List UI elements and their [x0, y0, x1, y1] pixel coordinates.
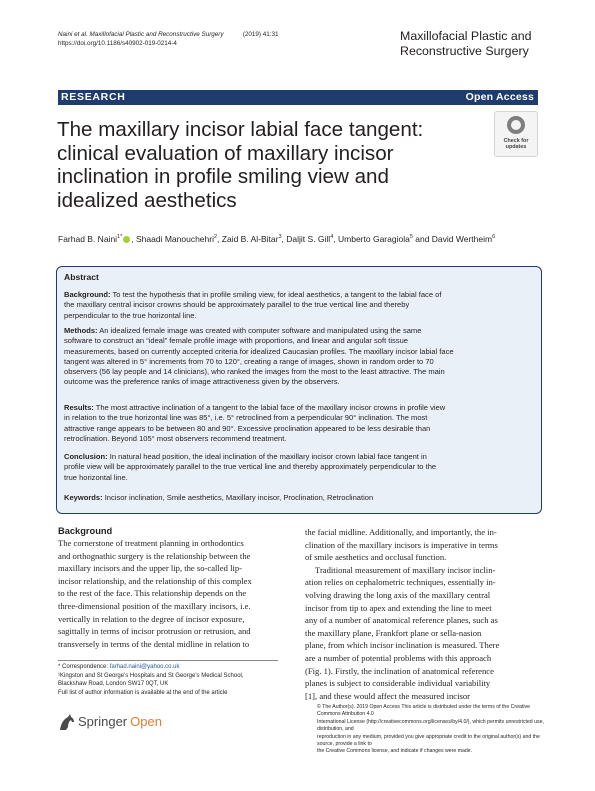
abstract-text: attractive range appears to be between 80 and 90°. Excessive proclination appeared to be less desirable than	[64, 423, 431, 433]
title-line: The maxillary incisor labial face tangent:	[57, 118, 424, 141]
body-line: The cornerstone of treatment planning in orthodontics	[58, 538, 244, 548]
body-line: vertically in relation to the degree of incisor exposure,	[58, 613, 245, 624]
abstract-text: To test the hypothesis that in profile smiling view, for ideal aesthetics, a tangent to the labial face of	[112, 290, 442, 299]
body-line: Traditional measurement of maxillary incisor inclin-	[315, 564, 496, 575]
body-line: and orthognathic surgery is the relationship between the	[58, 550, 251, 561]
author-affiliation: 2	[213, 234, 218, 240]
journal-name-line1: Maxillofacial Plastic and	[400, 29, 532, 43]
springer-horse-icon	[56, 711, 78, 733]
abstract-text: tangent was altered in 5° increments from 70 to 120°, creating a range of images, shown in random order to 70	[64, 356, 434, 366]
check-for-updates-button[interactable]	[494, 111, 538, 157]
publisher-name: Springer	[78, 714, 128, 729]
body-line: clination of the maxillary incisors is imperative in terms	[305, 539, 498, 550]
footnotes	[58, 663, 244, 698]
abstract-keywords	[64, 493, 530, 503]
abstract-text: software to construct an “ideal” female profile image with proportions, and linear and angular soft tissue	[64, 336, 408, 346]
abstract-text: in relation to the true horizontal line was 85°, i.e. 5° retroclined from a perpendicular 90° inclination. The most	[64, 413, 428, 423]
abstract-text: The most attractive inclination of a tangent to the labial face of the maxillary incisor crowns in profile view	[95, 403, 446, 412]
author-affiliation: 4	[330, 234, 334, 240]
abstract-heading: Abstract	[64, 272, 99, 282]
body-line: [1], and these would affect the measured incisor	[305, 690, 470, 701]
keywords-label: Keywords:	[64, 493, 103, 502]
badge-line1: Check for	[503, 138, 529, 144]
license-line: reproduction in any medium, provided you give appropriate credit to the original author(s) and the source, provide a link to	[317, 733, 540, 748]
title-line: idealized aesthetics	[57, 188, 237, 212]
correspondence-label: * Correspondence:	[58, 664, 109, 670]
abstract-text: An idealized female image was created with computer software and manipulated using the same	[99, 326, 422, 335]
background-right-column	[305, 526, 539, 702]
body-line: planes is subject to considerable individual variability	[305, 678, 491, 689]
author-name: Zaid B. Al-Bitar	[221, 233, 279, 244]
license-line: © The Author(s). 2019 Open Access This article is distributed under the terms of the Creative Commons Attribution 4.0	[317, 704, 530, 718]
badge-line2: updates	[505, 144, 527, 151]
article-title	[57, 118, 482, 212]
author-name: Shaadi Manouchehri	[136, 233, 214, 244]
author-affiliation: 1*	[117, 234, 123, 240]
author-affiliation: 5	[409, 234, 413, 240]
affiliation-line: ¹Kingston and St George’s Hospitals and St George’s Medical School,	[58, 672, 244, 679]
body-line: to the rest of the face. This relationship depends on the	[58, 588, 247, 599]
author-info-note: Full list of author information is available at the end of the article	[58, 690, 228, 697]
body-line: maxillary incisors and the upper lip, the so-called lip-	[58, 563, 242, 574]
citation-year-volume: (2019) 41:31	[242, 31, 279, 38]
body-line: of smile aesthetics and occlusal function.	[305, 552, 447, 563]
title-line: inclination in profile smiling view and	[57, 165, 389, 188]
body-line: the maxillary plane, Frankfort plane or sella-nasion	[305, 627, 482, 638]
affiliation-line: Blackshaw Road, London SW17 0QT, UK	[58, 681, 169, 688]
license-line: International License (http://creativecommons.org/licenses/by/4.0/), which permits unrestricted use, distribution, and	[317, 718, 544, 733]
running-header	[58, 30, 279, 48]
keywords-text: Incisor inclination, Smile aesthetics, Maxillary incisor, Proclination, Retroclination	[104, 493, 374, 502]
body-line: three-dimensional position of the maxillary incisors, i.e.	[58, 600, 251, 611]
open-access-label: Open Access	[465, 91, 534, 103]
publisher-open: Open	[130, 714, 162, 729]
body-line: the facial midline. Additionally, and importantly, the in-	[305, 527, 497, 537]
abstract-text: In natural head position, the ideal inclination of the maxillary incisor crown labial face tangent in	[109, 452, 427, 461]
body-line: (Fig. 1). Firstly, the inclination of anatomical reference	[305, 665, 494, 676]
abstract-text: perpendicular to the true horizontal line.	[64, 310, 197, 320]
abstract-text: outcome was the preference ranks of image attractiveness given by the observers.	[64, 377, 340, 387]
citation-authors: Naini et al.	[58, 31, 88, 38]
author-name: Daljit S. Gill	[286, 233, 331, 244]
body-line: incisor relationship, and the relationship of this complex	[58, 575, 252, 586]
abstract-text: the maxillary central incisor crowns should be approximately parallel to the true vertical line and thereby	[64, 300, 410, 310]
body-line: any of a number of anatomical reference planes, such as	[305, 615, 498, 626]
license-line: the Creative Commons license, and indicate if changes were made.	[317, 748, 473, 755]
background-heading: Background	[58, 526, 113, 536]
author-name: David Wertheim	[431, 233, 493, 244]
abstract-background	[64, 290, 530, 321]
abstract-results	[64, 403, 530, 444]
abstract-label: Conclusion:	[64, 452, 108, 461]
springer-open-logo	[56, 710, 162, 734]
footnote-divider	[58, 660, 278, 661]
author-affiliation: 3	[278, 234, 282, 240]
doi-link[interactable]: https://doi.org/10.1186/s40902-019-0214-4	[58, 40, 177, 48]
abstract-text: profile view will be approximately parallel to the true vertical line and thereby approximately perpendicular to the	[64, 462, 437, 472]
abstract-text: measurements, based on currently accepted criteria for idealized Caucasian profiles. The maxillary incisor labial face	[64, 346, 454, 356]
check-for-updates-icon	[507, 116, 525, 134]
author-name: Umberto Garagiola	[338, 233, 410, 244]
body-line: incisor from tip to apex and extending the line to meet	[305, 602, 492, 613]
abstract-label: Methods:	[64, 326, 98, 335]
author-affiliation: 6	[492, 234, 496, 240]
author-name: Farhad B. Naini	[58, 233, 118, 244]
body-line: transversely in terms of the dental midline in relation to	[58, 638, 250, 649]
body-line: ation relies on cephalometric techniques, essentially in-	[305, 577, 496, 588]
section-banner	[58, 90, 538, 105]
body-line: are a number of potential problems with this approach	[305, 652, 492, 663]
abstract-text: true horizontal line.	[64, 472, 128, 482]
background-left-column	[58, 537, 286, 650]
abstract-label: Background:	[64, 290, 111, 299]
citation-journal: Maxillofacial Plastic and Reconstructive Surgery	[89, 31, 224, 38]
section-label: RESEARCH	[61, 91, 126, 103]
license-statement	[317, 704, 550, 756]
body-line: sagittally in terms of incisor protrusion or retrusion, and	[58, 626, 251, 637]
abstract-text: retroclination. Beyond 105° most observers recommend treatment.	[64, 433, 287, 443]
author-list: Farhad B. Naini$^{1*}$ , Shaadi Manouchehri$^2$, Zaid B. Al-Bitar$^3$, Daljit S. Gill$^4$, Umberto Garagiola$^5$ and David Wertheim$^6$	[58, 233, 496, 244]
body-line: volving drawing the long axis of the maxillary central	[305, 589, 491, 600]
abstract-text: observers (56 lay people and 14 clinicians), who ranked the images from the most to the least attractive. The main	[64, 367, 445, 377]
abstract-label: Results:	[64, 403, 94, 412]
orcid-icon[interactable]	[123, 236, 130, 243]
abstract-methods	[64, 326, 530, 388]
journal-name-line2: Reconstructive Surgery	[400, 43, 529, 58]
body-line: plane, from which incisor inclination is measured. There	[305, 640, 500, 651]
title-line: clinical evaluation of maxillary incisor	[57, 141, 394, 165]
correspondence-email-link[interactable]: farhad.naini@yahoo.co.uk	[109, 664, 180, 670]
abstract-conclusion	[64, 452, 530, 483]
journal-name	[400, 29, 545, 59]
